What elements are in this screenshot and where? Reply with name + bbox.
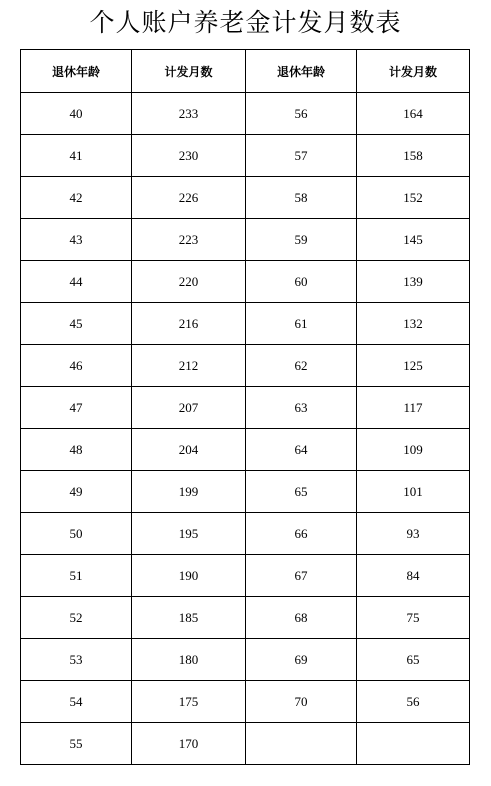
retirement-age-cell: 66 <box>246 513 357 555</box>
payout-months-cell: 93 <box>357 513 470 555</box>
table-row <box>21 681 470 723</box>
retirement-age-cell: 43 <box>21 219 132 261</box>
retirement-age-cell: 64 <box>246 429 357 471</box>
retirement-age-cell: 45 <box>21 303 132 345</box>
header-retirement-age-right: 退休年龄 <box>246 50 357 93</box>
payout-months-cell: 56 <box>357 681 470 723</box>
retirement-age-cell: 59 <box>246 219 357 261</box>
header-retirement-age-left: 退休年龄 <box>21 50 132 93</box>
payout-months-cell: 132 <box>357 303 470 345</box>
table-row <box>21 93 470 135</box>
payout-months-cell: 145 <box>357 219 470 261</box>
table-row <box>21 219 470 261</box>
table-row <box>21 387 470 429</box>
table-body <box>21 93 470 765</box>
payout-months-cell: 117 <box>357 387 470 429</box>
retirement-age-cell: 57 <box>246 135 357 177</box>
table-row <box>21 135 470 177</box>
retirement-age-cell: 69 <box>246 639 357 681</box>
retirement-age-cell: 60 <box>246 261 357 303</box>
payout-months-cell: 75 <box>357 597 470 639</box>
table-row <box>21 555 470 597</box>
retirement-age-cell: 53 <box>21 639 132 681</box>
retirement-age-cell: 55 <box>21 723 132 765</box>
retirement-age-cell: 42 <box>21 177 132 219</box>
retirement-age-cell: 61 <box>246 303 357 345</box>
retirement-age-cell: 68 <box>246 597 357 639</box>
payout-months-cell: 220 <box>132 261 246 303</box>
table-row <box>21 513 470 555</box>
table-row <box>21 597 470 639</box>
payout-months-cell: 226 <box>132 177 246 219</box>
pension-months-table <box>20 49 470 765</box>
payout-months-cell: 139 <box>357 261 470 303</box>
retirement-age-cell: 48 <box>21 429 132 471</box>
header-payout-months-left: 计发月数 <box>132 50 246 93</box>
table-row <box>21 471 470 513</box>
table-row <box>21 177 470 219</box>
page-title: 个人账户养老金计发月数表 <box>89 8 402 37</box>
payout-months-cell: 190 <box>132 555 246 597</box>
retirement-age-cell: 46 <box>21 345 132 387</box>
table-row <box>21 723 470 765</box>
payout-months-cell: 101 <box>357 471 470 513</box>
retirement-age-cell: 51 <box>21 555 132 597</box>
retirement-age-cell: 44 <box>21 261 132 303</box>
retirement-age-cell: 62 <box>246 345 357 387</box>
retirement-age-cell: 40 <box>21 93 132 135</box>
payout-months-cell: 84 <box>357 555 470 597</box>
retirement-age-cell: 41 <box>21 135 132 177</box>
payout-months-cell: 170 <box>132 723 246 765</box>
payout-months-cell: 185 <box>132 597 246 639</box>
payout-months-cell: 65 <box>357 639 470 681</box>
retirement-age-cell: 65 <box>246 471 357 513</box>
header-payout-months-right: 计发月数 <box>357 50 470 93</box>
payout-months-cell: 164 <box>357 93 470 135</box>
table-row <box>21 345 470 387</box>
payout-months-cell: 152 <box>357 177 470 219</box>
table-row <box>21 303 470 345</box>
payout-months-cell: 233 <box>132 93 246 135</box>
payout-months-cell: 212 <box>132 345 246 387</box>
retirement-age-cell <box>246 723 357 765</box>
payout-months-cell: 175 <box>132 681 246 723</box>
payout-months-cell: 216 <box>132 303 246 345</box>
table-header-row <box>21 50 470 93</box>
payout-months-cell <box>357 723 470 765</box>
table-row <box>21 261 470 303</box>
table-row <box>21 429 470 471</box>
payout-months-cell: 223 <box>132 219 246 261</box>
payout-months-cell: 125 <box>357 345 470 387</box>
payout-months-cell: 199 <box>132 471 246 513</box>
retirement-age-cell: 63 <box>246 387 357 429</box>
retirement-age-cell: 67 <box>246 555 357 597</box>
retirement-age-cell: 52 <box>21 597 132 639</box>
payout-months-cell: 207 <box>132 387 246 429</box>
retirement-age-cell: 56 <box>246 93 357 135</box>
table-row <box>21 639 470 681</box>
payout-months-cell: 230 <box>132 135 246 177</box>
payout-months-cell: 109 <box>357 429 470 471</box>
retirement-age-cell: 50 <box>21 513 132 555</box>
retirement-age-cell: 70 <box>246 681 357 723</box>
retirement-age-cell: 49 <box>21 471 132 513</box>
retirement-age-cell: 47 <box>21 387 132 429</box>
payout-months-cell: 180 <box>132 639 246 681</box>
retirement-age-cell: 54 <box>21 681 132 723</box>
payout-months-cell: 204 <box>132 429 246 471</box>
payout-months-cell: 195 <box>132 513 246 555</box>
retirement-age-cell: 58 <box>246 177 357 219</box>
payout-months-cell: 158 <box>357 135 470 177</box>
